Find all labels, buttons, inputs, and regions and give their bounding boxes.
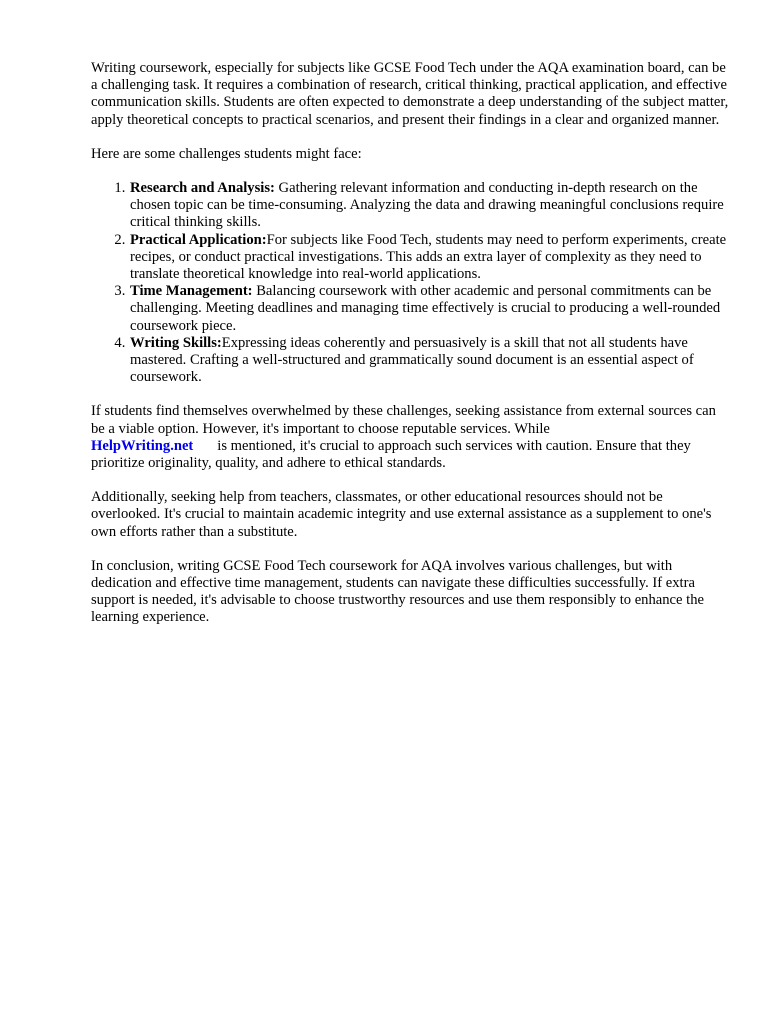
external-help-text-before: If students find themselves overwhelmed by these challenges, seeking assistance from external sources can be a viable option. However, it's important to choose reputable services. While bbox=[91, 403, 716, 437]
list-item-term: Practical Application: bbox=[130, 231, 267, 248]
list-item bbox=[129, 283, 731, 335]
list-item-term: Research and Analysis: bbox=[130, 180, 275, 197]
document-page bbox=[91, 60, 731, 644]
list-item-term: Writing Skills: bbox=[130, 334, 222, 351]
list-item-text: For subjects like Food Tech, students may need to perform experiments, create recipes, or conduct practical investigations. This adds an extra layer of complexity as they need to translate theoretical knowledge into real-world applications. bbox=[130, 231, 727, 283]
additional-help-paragraph: Additionally, seeking help from teachers, classmates, or other educational resources should not be overlooked. It's crucial to maintain academic integrity and use external assistance as a supplement to one's own efforts rather than a substitute. bbox=[91, 489, 712, 540]
external-help-paragraph bbox=[91, 403, 731, 472]
list-item bbox=[129, 232, 731, 284]
list-item-text: Gathering relevant information and conducting in-depth research on the chosen topic can be time-consuming. Analyzing the data and drawing meaningful conclusions require critical thinking skills. bbox=[130, 180, 724, 231]
conclusion-paragraph: In conclusion, writing GCSE Food Tech coursework for AQA involves various challenges, but with dedication and effective time management, students can navigate these difficulties successfully. If extra support is needed, it's advisable to choose trustworthy resources and use them responsibly to enhance the learning experience. bbox=[91, 557, 704, 626]
list-item-term: Time Management: bbox=[130, 283, 253, 300]
challenges-lead-paragraph: Here are some challenges students might face: bbox=[91, 145, 362, 162]
helpwriting-link[interactable]: HelpWriting.net bbox=[91, 437, 194, 454]
challenges-list bbox=[91, 180, 731, 386]
list-item bbox=[129, 180, 731, 232]
intro-paragraph: Writing coursework, especially for subjects like GCSE Food Tech under the AQA examination board, can be a challenging task. It requires a combination of research, critical thinking, practical application, and effective communication skills. Students are often expected to demonstrate a deep understanding of the subject matter, apply theoretical concepts to practical scenarios, and present their findings in a clear and organized manner. bbox=[91, 60, 729, 128]
list-item bbox=[129, 335, 731, 387]
external-help-text-after: is mentioned, it's crucial to approach such services with caution. Ensure that they prioritize originality, quality, and adhere to ethical standards. bbox=[91, 437, 691, 472]
list-item-text: Expressing ideas coherently and persuasively is a skill that not all students have mastered. Crafting a well-structured and grammatically sound document is an essential aspect of coursework. bbox=[130, 334, 694, 386]
list-item-text: Balancing coursework with other academic and personal commitments can be challenging. Meeting deadlines and managing time effectively is crucial to producing a well-rounded coursework piece. bbox=[130, 283, 721, 334]
